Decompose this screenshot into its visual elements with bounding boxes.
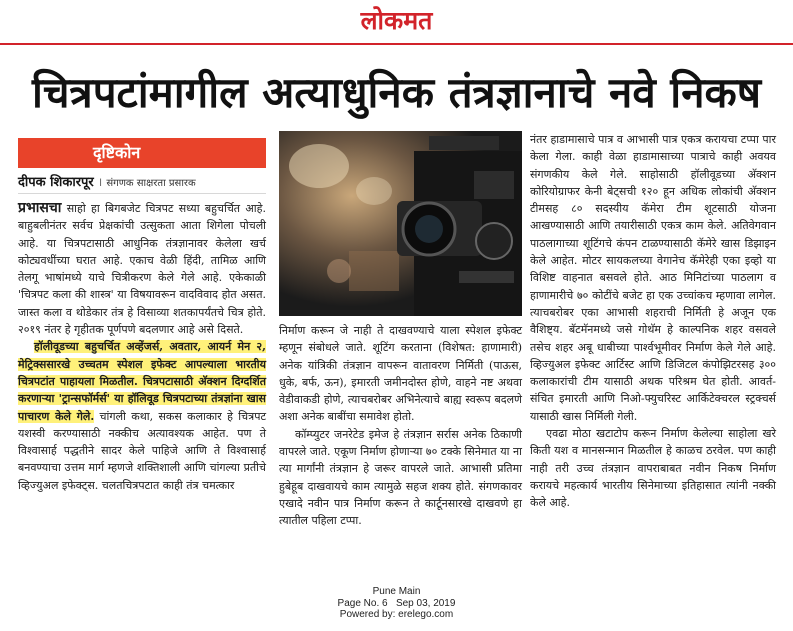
page-info xyxy=(0,598,793,610)
byline-separator: । xyxy=(97,175,103,189)
article-column-right xyxy=(530,131,776,512)
headline: चित्रपटांमागील अत्याधुनिक तंत्रज्ञानाचे नवे निकष xyxy=(31,68,762,117)
paragraph xyxy=(18,338,266,494)
highlighted-text: हॉलीवूडच्या बहुचर्चित अव्हेंजर्स, अवतार, आयर्न मेन २, मेट्रिक्ससारखे उच्चतम स्पेशल इफेक्ट आपल्याला भारतीय चित्रपटांत पाहायला मिळतील. चित्रपटासाठी अ‍ॅक्शन दिग्दर्शित करणाऱ्या 'ट्रान्सफॉर्मर्स' या हॉलिवूड चित्रपटाच्या तंत्रज्ञांना खास पाचारण केले गेले. xyxy=(18,340,266,423)
article-column-left xyxy=(18,200,266,494)
page-footer xyxy=(0,586,793,621)
paragraph-text: चांगली कथा, सकस कलाकार हे चित्रपट यशस्वी करण्यासाठी नक्कीच अत्यावश्यक आहेत. पण ते विश्वासार्ह पद्धतीने सादर केले पाहिजे आणि ते विश्वासार्ह बनवण्याचा उत्तम मार्ग म्हणजे शक्तिशाली आणि चांगल्या प्रतीचे व्हिज्युअल इफेक्ट्स. चलतचित्रपटात काही तंत्र चमत्कार xyxy=(18,409,266,492)
masthead xyxy=(0,0,793,46)
lead-word: प्रभासचा xyxy=(18,200,62,216)
byline xyxy=(18,172,266,194)
masthead-rule xyxy=(0,43,793,45)
paragraph-text: साहो हा बिगबजेट चित्रपट सध्या बहुचर्चित आहे. बाहुबलीनंतर सर्वच प्रेक्षकांची उत्सुकता आता शिगेला पोचली आहे. या चित्रपटासाठी आधुनिक तंत्रज्ञानावर केलेला खर्च कोट्यवधींच्या घरात आहे. एकाच वेळी हिंदी, तामिळ आणि तेलगू भाषांमध्ये याचे चित्रीकरण केले गेले आहे. एकेकाळी 'चित्रपट कला की शास्त्र' या विषयावरून वादविवाद होत असत. जास्त कला व थोडेकार तंत्र हे विसाव्या शतकापर्यंतचे चित्र होते. २०१९ नंतर हे गृहीतक पूर्णपणे बदलणार आहे असे दिसते. xyxy=(18,202,266,337)
paragraph xyxy=(18,200,266,338)
article-photo xyxy=(279,131,522,316)
lokmat-logo[interactable]: लोकमत xyxy=(360,6,433,35)
article-column-middle xyxy=(279,322,522,530)
paragraph: नंतर हाडामासाचे पात्र व आभासी पात्र एकत्र करायचा टप्पा पार केला गेला. काही वेळा हाडामासाच्या पात्राचे काही अवयव संगणकीय केले गेले. साहोसाठी हॉलीवूडच्या अ‍ॅक्शन कोरियोग्राफर केनी बेट्सची १२० हून अधिक लोकांची अ‍ॅक्शन टीमसह ८० सदस्यीय कॅमेरा टीम शूटसाठी योजना आखण्यासाठी आणि तयारीसाठी एकत्र काम केले. अतिवेगवान पाठलागाच्या शूटिंगचे कंपन टाळण्यासाठी कॅमेरे खास डिझाइन केले आहेत. मोटर सायकलच्या वेगानेच कॅमेरेही एका इव्हो या विशिष्ट वाहनात बसवले होते. आठ मिनिटांच्या पाठलाग व हाणामारीचे ७० कोटींचे बजेट हा एक उच्चांकच म्हणावा लागेल. त्याचबरोबर एका आभासी शहराची निर्मिती हे अजून एक वैशिष्ट्य. बॅटमॅनमध्ये जसे गोथॅम हे काल्पनिक शहर वसवले तसेच शहर अबू धाबीच्या पार्श्वभूमीवर निर्माण केले गेले आहे. व्हिज्युअल इफेक्ट आर्टिस्ट आणि डिजिटल कंपोझिटरसह ३०० कलाकारांची टीम यासाठी अथक परिश्रम घेत होती. आवर्त-संचित इमारती आणि निओ-फ्युचरिस्ट आर्किटेक्चरल स्ट्रक्चर्स यासाठी खास निर्मिली गेली. xyxy=(530,133,776,423)
author-role: संगणक साक्षरता प्रसारक xyxy=(106,178,196,189)
author-name: दीपक शिकारपूर xyxy=(18,175,94,190)
paragraph: कॉम्प्युटर जनरेटेड इमेज हे तंत्रज्ञान सर्रास अनेक ठिकाणी वापरले जाते. एकूण निर्माण होणाऱ्या ७० टक्के सिनेमात या ना त्या मार्गांनी तंत्रज्ञान हे जरूर वापरले जाते. आभासी प्रतिमा हुबेहूब दाखवायचे काम त्यामुळे सहज शक्य होते. संगणकावर एखादे नवीन पात्र निर्माण करून ते कार्टूनसारखे दाखवणे हा त्यातील पहिला टप्पा. xyxy=(279,427,522,528)
page-number: Page No. 6 xyxy=(337,597,388,609)
issue-date: Sep 03, 2019 xyxy=(395,597,456,609)
paragraph: निर्माण करून जे नाही ते दाखवण्याचे याला स्पेशल इफेक्ट म्हणून संबोधले जाते. शूटिंग करताना (विशेषत: हाणामारी) अनेक यांत्रिकी तंत्रज्ञान वापरून वातावरण निर्मिती (पाऊस, धुके, बर्फ, ऊन), इमारती जमीनदोस्त होणे, वाहने नष्ट अथवा वेडीवाकडी होणे, त्याचबरोबर अभिनेत्याचे बाह्य स्वरूप बदलणे अशा अनेक बाबींचा समावेश होतो. xyxy=(279,324,522,424)
section-kicker: दृष्टिकोन xyxy=(18,138,266,168)
film-camera-photo xyxy=(279,131,522,316)
edition-name: Pune Main xyxy=(372,586,421,597)
paragraph: एवढा मोठा खटाटोप करून निर्माण केलेल्या साहोला खरे किती यश व मानसन्मान मिळतील हे काळच ठरवेल. पण काही नाही तरी उच्च तंत्रज्ञान वापराबाबत नवीन निकष निर्माण करायचे महत्कार्य भारतीय सिनेमाच्या इतिहासात त्यांनी नक्की केले आहे. xyxy=(530,427,776,510)
powered-by-link[interactable]: Powered by: erelego.com xyxy=(339,609,454,620)
